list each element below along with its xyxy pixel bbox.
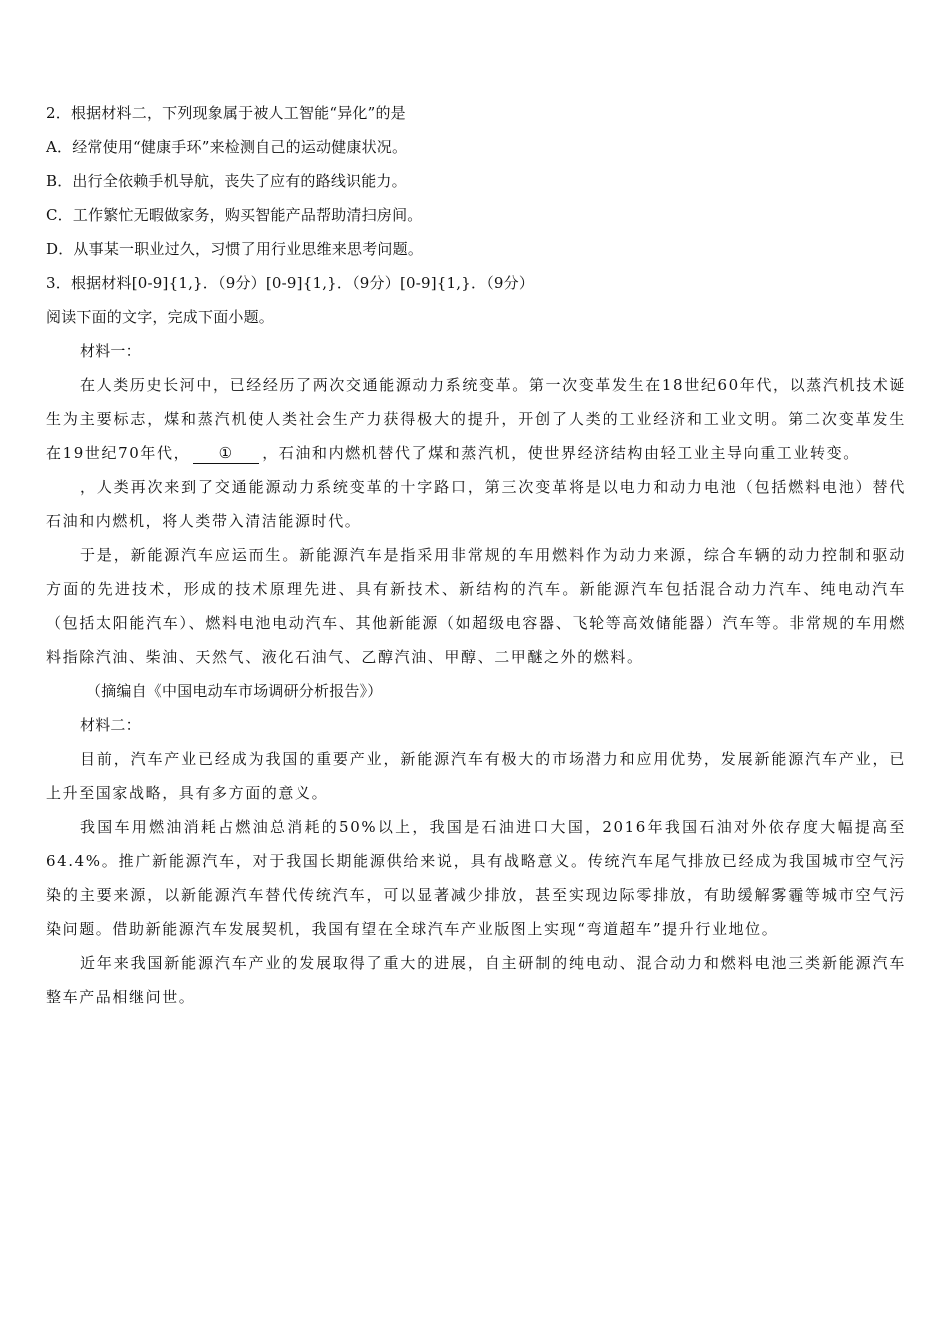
material-2-paragraph-3: 近年来我国新能源汽车产业的发展取得了重大的进展，自主研制的纯电动、混合动力和燃料电池三类新能源汽车整车产品相继问世。: [46, 954, 906, 1006]
material-1-paragraph-2: ，人类再次来到了交通能源动力系统变革的十字路口，第三次变革将是以电力和动力电池（包括燃料电池）替代石油和内燃机，将人类带入清洁能源时代。: [46, 478, 906, 530]
fill-in-blank-1: ①: [193, 443, 259, 464]
reading-instruction: 阅读下面的文字，完成下面小题。: [46, 308, 275, 326]
material-1-paragraph-1-end: ，石油和内燃机替代了煤和蒸汽机，使世界经济结构由轻工业主导向重工业转变。: [262, 444, 860, 462]
material-1-paragraph-1-start: 在人类历史长河中，已经经历了两次交通能源动力系统变革。第一次变革发生在18世纪60年代，以蒸汽机技术诞生为主要标志，煤和蒸汽机使人类社会生产力获得极大的提升，开创了人类的工业经济和工业文明。第二次变革发生在19世纪70年代，: [46, 376, 906, 462]
material-2-heading: 材料二：: [80, 716, 141, 734]
question-3-stem: 3．根据材料[0-9]{1,}．（9分）[0-9]{1,}．（9分）[0-9]{1,}．（9分）: [46, 274, 535, 292]
material-1-source: （摘编自《中国电动车市场调研分析报告》）: [86, 682, 383, 700]
material-1-paragraph-3: 于是，新能源汽车应运而生。新能源汽车是指采用非常规的车用燃料作为动力来源，综合车辆的动力控制和驱动方面的先进技术，形成的技术原理先进、具有新技术、新结构的汽车。新能源汽车包括混合动力汽车、纯电动汽车（包括太阳能汽车）、燃料电池电动汽车、其他新能源（如超级电容器、飞轮等高效储能器）汽车等。非常规的车用燃料指除汽油、柴油、天然气、液化石油气、乙醇汽油、甲醇、二甲醚之外的燃料。: [46, 546, 906, 666]
question-2-stem: 2．根据材料二，下列现象属于被人工智能“异化”的是: [46, 104, 406, 122]
document-page: [46, 96, 906, 1014]
material-2-paragraph-1: 目前，汽车产业已经成为我国的重要产业，新能源汽车有极大的市场潜力和应用优势，发展新能源汽车产业，已上升至国家战略，具有多方面的意义。: [46, 750, 906, 802]
material-2-paragraph-2: 我国车用燃油消耗占燃油总消耗的50%以上，我国是石油进口大国，2016年我国石油对外依存度大幅提高至64.4%。推广新能源汽车，对于我国长期能源供给来说，具有战略意义。传统汽车尾气排放已经成为我国城市空气污染的主要来源，以新能源汽车替代传统汽车，可以显著减少排放，甚至实现边际零排放，有助缓解雾霾等城市空气污染问题。借助新能源汽车发展契机，我国有望在全球汽车产业版图上实现“弯道超车”提升行业地位。: [46, 818, 906, 938]
question-2-option-d: D．从事某一职业过久，习惯了用行业思维来思考问题。: [46, 240, 424, 258]
material-1-paragraph-1: [46, 368, 906, 470]
question-2-option-b: B．出行全依赖手机导航，丧失了应有的路线识能力。: [46, 172, 407, 190]
question-2-option-a: A．经常使用“健康手环”来检测自己的运动健康状况。: [46, 138, 408, 156]
material-1-heading: 材料一：: [80, 342, 141, 360]
question-2-option-c: C．工作繁忙无暇做家务，购买智能产品帮助清扫房间。: [46, 206, 423, 224]
